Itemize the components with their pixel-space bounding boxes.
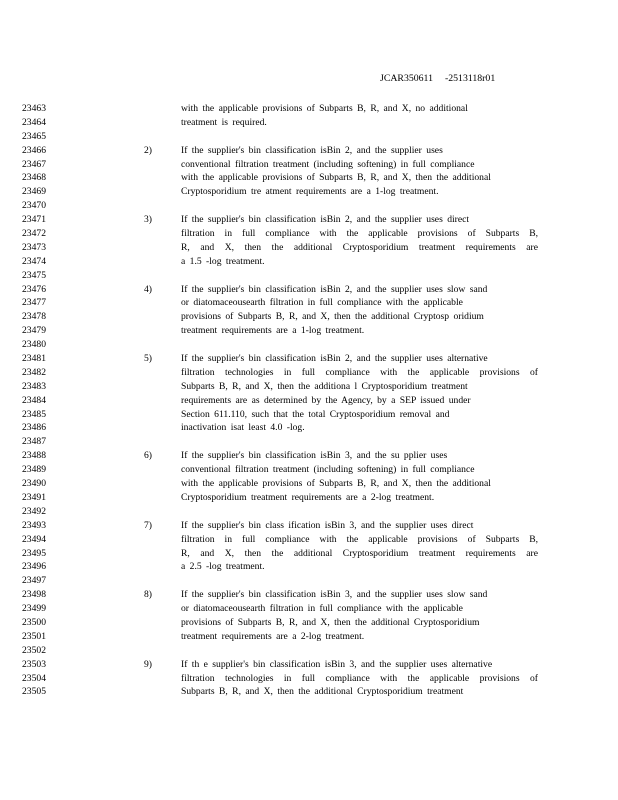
document-line: [0, 449, 618, 463]
document-line: [0, 171, 618, 185]
line-number: 23496: [22, 561, 46, 573]
line-text: or diatomaceousearth filtration in full compliance with the applicable: [181, 297, 463, 309]
line-text: treatment requirements are a 2-log treatment.: [181, 630, 365, 642]
item-marker: 5): [144, 353, 152, 365]
line-number: 23485: [22, 408, 46, 420]
item-marker: 4): [144, 283, 152, 295]
line-text: R, and X, then the additional Cryptosporidium treatment requirements are: [181, 241, 538, 253]
line-text: filtration technologies in full compliance with the applicable provisions of: [181, 366, 538, 378]
line-number: 23467: [22, 158, 46, 170]
document-line: [0, 602, 618, 616]
item-marker: 3): [144, 214, 152, 226]
line-number: 23478: [22, 311, 46, 323]
document-line: [0, 116, 618, 130]
line-number: 23498: [22, 589, 46, 601]
line-text: If the supplier's bin classification isBin 2, and the supplier uses direct: [181, 214, 470, 226]
line-number: 23481: [22, 353, 46, 365]
line-number: 23499: [22, 603, 46, 615]
page-header: [380, 73, 495, 84]
document-line: [0, 658, 618, 672]
line-number: 23503: [22, 658, 46, 670]
item-marker: 7): [144, 519, 152, 531]
document-line: [0, 630, 618, 644]
document-line: [0, 130, 618, 144]
document-line: [0, 324, 618, 338]
line-number: 23484: [22, 394, 46, 406]
line-text: treatment requirements are a 1-log treatment.: [181, 325, 365, 337]
line-number: 23479: [22, 325, 46, 337]
line-number: 23502: [22, 644, 46, 656]
item-marker: 8): [144, 589, 152, 601]
document-line: [0, 296, 618, 310]
line-number: 23476: [22, 283, 46, 295]
line-number: 23472: [22, 228, 46, 240]
line-text: conventional filtration treatment (including softening) in full compliance: [181, 464, 475, 476]
document-line: [0, 227, 618, 241]
document-line: [0, 560, 618, 574]
line-number: 23480: [22, 339, 46, 351]
line-text: If the supplier's bin classification isBin 3, and the su pplier uses: [181, 450, 448, 462]
document-line: [0, 477, 618, 491]
line-text: inactivation isat least 4.0 -log.: [181, 422, 305, 434]
line-number: 23505: [22, 686, 46, 698]
line-text: filtration in full compliance with the applicable provisions of Subparts B,: [181, 228, 538, 240]
line-number: 23473: [22, 241, 46, 253]
line-number: 23477: [22, 297, 46, 309]
document-line: [0, 491, 618, 505]
line-text: a 1.5 -log treatment.: [181, 255, 265, 267]
line-number: 23495: [22, 547, 46, 559]
line-text: treatment is required.: [181, 116, 267, 128]
line-number: 23471: [22, 214, 46, 226]
line-number: 23500: [22, 616, 46, 628]
document-line: [0, 283, 618, 297]
document-line: [0, 408, 618, 422]
line-number: 23488: [22, 450, 46, 462]
line-text: with the applicable provisions of Subparts B, R, and X, then the additional: [181, 478, 491, 490]
line-text: requirements are as determined by the Agency, by a SEP issued under: [181, 394, 471, 406]
line-text: Cryptosporidium treatment requirements are a 2-log treatment.: [181, 491, 435, 503]
line-text: If the supplier's bin class ification isBin 3, and the supplier uses direct: [181, 519, 474, 531]
document-line: [0, 435, 618, 449]
document-line: [0, 519, 618, 533]
document-line: [0, 463, 618, 477]
line-text: Subparts B, R, and X, then the additiona l Cryptosporidium treatment: [181, 380, 468, 392]
line-number: 23497: [22, 575, 46, 587]
line-text: provisions of Subparts B, R, and X, then the additional Cryptosp oridium: [181, 311, 484, 323]
line-text: Cryptosporidium tre atment requirements are a 1-log treatment.: [181, 186, 439, 198]
document-line: [0, 574, 618, 588]
line-number: 23483: [22, 380, 46, 392]
document-line: [0, 685, 618, 699]
line-number: 23463: [22, 103, 46, 114]
document-line: [0, 144, 618, 158]
document-id: JCAR350611: [380, 73, 433, 84]
document-line: [0, 185, 618, 199]
item-marker: 6): [144, 450, 152, 462]
document-body: [0, 102, 618, 699]
document-line: [0, 505, 618, 519]
document-line: [0, 352, 618, 366]
line-text: If the supplier's bin classification isBin 2, and the supplier uses: [181, 144, 443, 156]
document-line: [0, 310, 618, 324]
line-text: filtration in full compliance with the applicable provisions of Subparts B,: [181, 533, 538, 545]
document-line: [0, 255, 618, 269]
line-number: 23490: [22, 478, 46, 490]
line-number: 23486: [22, 422, 46, 434]
document-line: [0, 394, 618, 408]
item-marker: 9): [144, 658, 152, 670]
document-line: [0, 269, 618, 283]
document-line: [0, 588, 618, 602]
line-number: 23474: [22, 255, 46, 267]
document-line: [0, 366, 618, 380]
line-text: If the supplier's bin classification isBin 2, and the supplier uses slow sand: [181, 283, 488, 295]
line-number: 23466: [22, 144, 46, 156]
document-line: [0, 241, 618, 255]
line-number: 23469: [22, 186, 46, 198]
document-line: [0, 213, 618, 227]
document-line: [0, 547, 618, 561]
document-line: [0, 102, 618, 116]
document-line: [0, 199, 618, 213]
line-number: 23504: [22, 672, 46, 684]
document-line: [0, 338, 618, 352]
line-number: 23487: [22, 436, 46, 448]
line-number: 23465: [22, 130, 46, 142]
line-number: 23482: [22, 366, 46, 378]
line-number: 23470: [22, 200, 46, 212]
document-line: [0, 421, 618, 435]
line-text: R, and X, then the additional Cryptosporidium treatment requirements are: [181, 547, 538, 559]
line-number: 23468: [22, 172, 46, 184]
item-marker: 2): [144, 144, 152, 156]
line-number: 23494: [22, 533, 46, 545]
line-number: 23491: [22, 491, 46, 503]
line-number: 23501: [22, 630, 46, 642]
line-number: 23492: [22, 505, 46, 517]
line-text: conventional filtration treatment (including softening) in full compliance: [181, 158, 475, 170]
document-line: [0, 533, 618, 547]
line-text: Section 611.110, such that the total Cryptosporidium removal and: [181, 408, 450, 420]
document-line: [0, 380, 618, 394]
line-number: 23464: [22, 116, 46, 128]
document-line: [0, 616, 618, 630]
line-text: with the applicable provisions of Subparts B, R, and X, no additional: [181, 103, 468, 114]
line-number: 23493: [22, 519, 46, 531]
document-line: [0, 644, 618, 658]
line-number: 23489: [22, 464, 46, 476]
line-text: a 2.5 -log treatment.: [181, 561, 265, 573]
line-text: filtration technologies in full compliance with the applicable provisions of: [181, 672, 538, 684]
line-text: If the supplier's bin classification isBin 2, and the supplier uses alternative: [181, 353, 488, 365]
line-text: provisions of Subparts B, R, and X, then the additional Cryptosporidium: [181, 616, 480, 628]
document-line: [0, 158, 618, 172]
line-text: If th e supplier's bin classification isBin 3, and the supplier uses alternative: [181, 658, 493, 670]
line-text: If the supplier's bin classification isBin 3, and the supplier uses slow sand: [181, 589, 488, 601]
line-text: or diatomaceousearth filtration in full compliance with the applicable: [181, 603, 463, 615]
document-line: [0, 672, 618, 686]
document-ref: -2513118r01: [444, 73, 496, 84]
line-number: 23475: [22, 269, 46, 281]
line-text: Subparts B, R, and X, then the additional Cryptosporidium treatment: [181, 686, 464, 698]
line-text: with the applicable provisions of Subparts B, R, and X, then the additional: [181, 172, 491, 184]
